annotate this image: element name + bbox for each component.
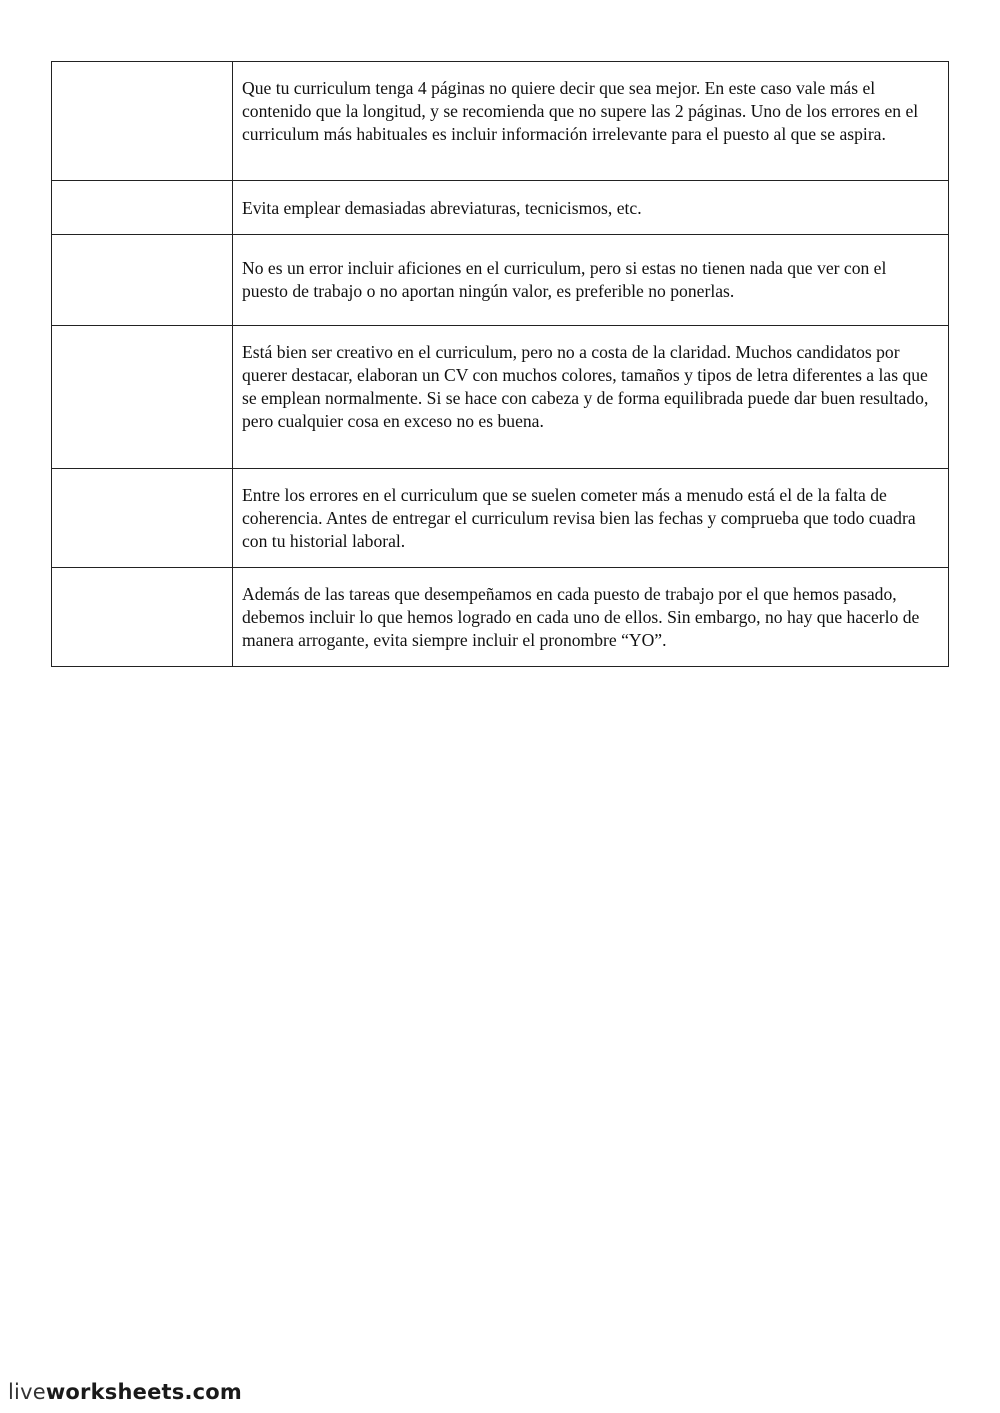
description-cell-2 — [233, 181, 949, 235]
description-text: Que tu curriculum tenga 4 páginas no quiere decir que sea mejor. En este caso vale más el contenido que la longitud, y se recomienda que no supere las 2 páginas. Uno de los errores en el curriculum más habituales es incluir información irrelevante para el puesto al que se aspira. — [242, 78, 919, 144]
answer-cell-1[interactable] — [52, 62, 233, 181]
answer-cell-2[interactable] — [52, 181, 233, 235]
answer-cell-5[interactable] — [52, 469, 233, 568]
logo-bold-text: worksheets.com — [45, 1380, 242, 1404]
answer-cell-6[interactable] — [52, 568, 233, 667]
table-row — [52, 62, 949, 181]
table-row — [52, 326, 949, 469]
liveworksheets-logo — [8, 1380, 242, 1404]
table-row — [52, 181, 949, 235]
description-cell-1 — [233, 62, 949, 181]
table-row — [52, 235, 949, 326]
table-row — [52, 568, 949, 667]
worksheet-table — [51, 61, 949, 667]
description-cell-6 — [233, 568, 949, 667]
description-text: Además de las tareas que desempeñamos en cada puesto de trabajo por el que hemos pasado, debemos incluir lo que hemos logrado en cada uno de ellos. Sin embargo, no hay que hacerlo de manera arrogante, evita siempre incluir el pronombre “YO”. — [242, 584, 920, 650]
description-text: Está bien ser creativo en el curriculum, pero no a costa de la claridad. Muchos candidatos por querer destacar, elaboran un CV con muchos colores, tamaños y tipos de letra diferentes a las que se emplean normalmente. Si se hace con cabeza y de forma equilibrada puede dar buen resultado, pero cualquier cosa en exceso no es buena. — [242, 342, 929, 431]
answer-cell-3[interactable] — [52, 235, 233, 326]
description-text: Evita emplear demasiadas abreviaturas, tecnicismos, etc. — [242, 198, 642, 218]
description-cell-3 — [233, 235, 949, 326]
table-row — [52, 469, 949, 568]
description-cell-4 — [233, 326, 949, 469]
description-text: Entre los errores en el curriculum que se suelen cometer más a menudo está el de la falta de coherencia. Antes de entregar el curriculum revisa bien las fechas y comprueba que todo cuadra con tu historial laboral. — [242, 485, 916, 551]
description-cell-5 — [233, 469, 949, 568]
answer-cell-4[interactable] — [52, 326, 233, 469]
logo-light-text: live — [8, 1380, 46, 1404]
description-text: No es un error incluir aficiones en el curriculum, pero si estas no tienen nada que ver con el puesto de trabajo o no aportan ningún valor, es preferible no ponerlas. — [242, 258, 887, 301]
